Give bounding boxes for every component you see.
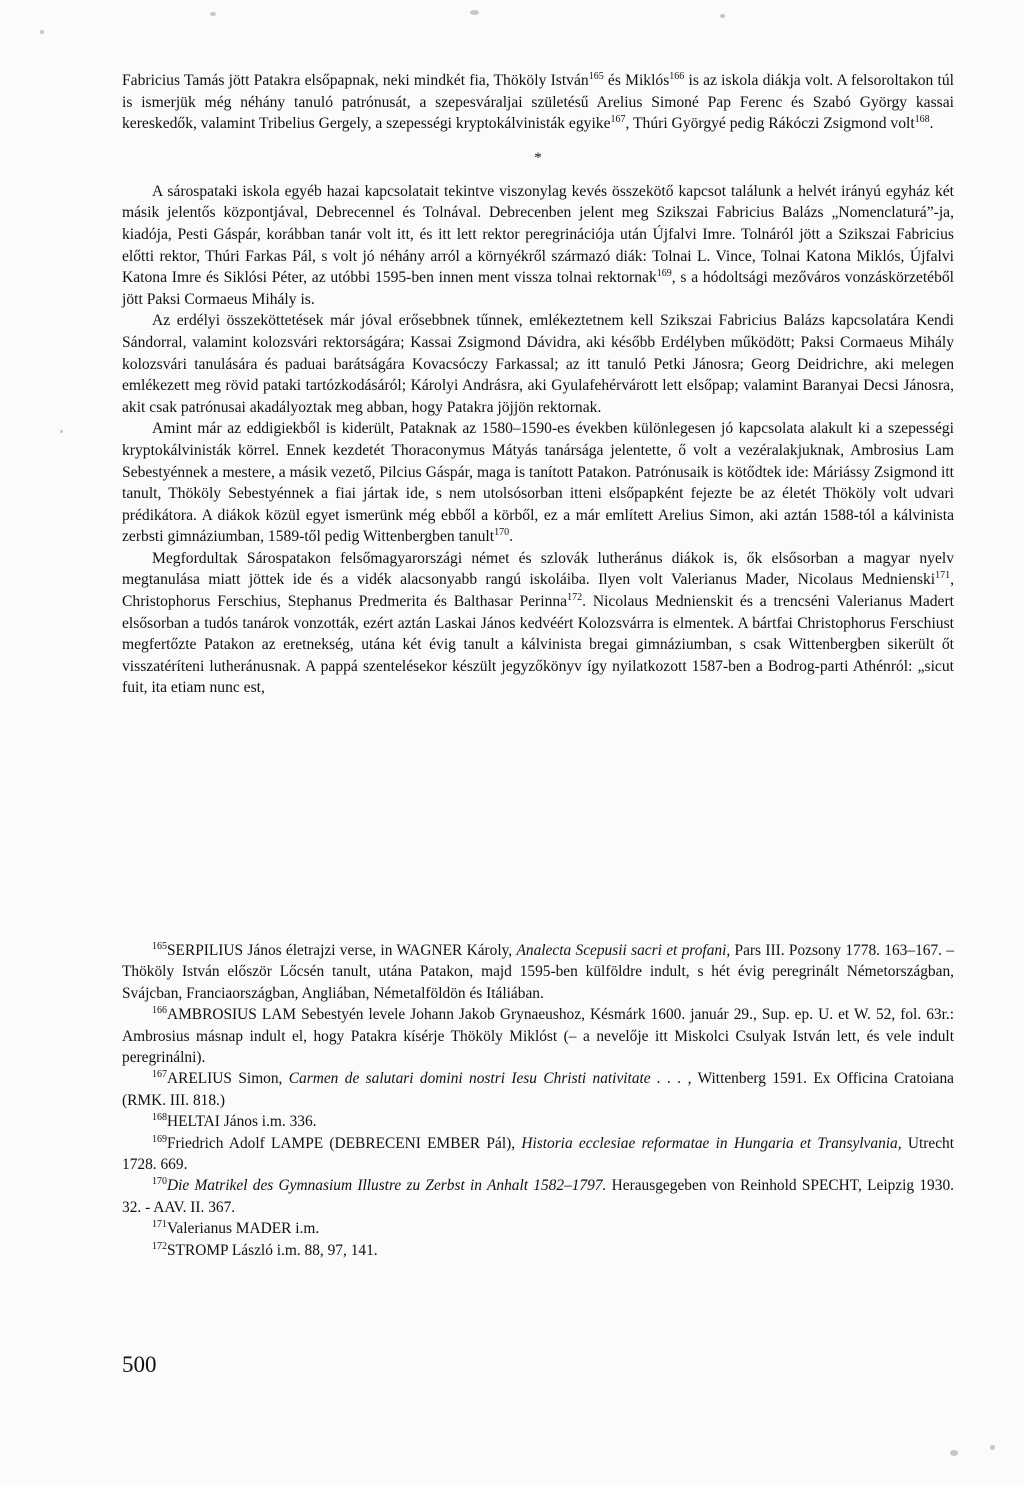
text-run: Utrecht 1728. 669. bbox=[122, 1134, 955, 1174]
footnote-168 bbox=[122, 1111, 954, 1132]
text-run: , Christophorus Ferschius, Stephanus Predmerita és Balthasar Perinna bbox=[122, 571, 954, 611]
text-run: Friedrich Adolf LAMPE (DEBRECENI EMBER Pál), bbox=[167, 1134, 522, 1152]
scan-speck bbox=[720, 14, 725, 18]
text-run: STROMP László i.m. 88, 97, 141. bbox=[167, 1241, 378, 1259]
footnote-172 bbox=[122, 1240, 954, 1261]
footnote-ref: 166 bbox=[669, 71, 685, 82]
page-number: 500 bbox=[122, 1352, 157, 1377]
text-run: , s a hódoltsági mezőváros vonzáskörzetéből jött Paksi Cormaeus Mihály is. bbox=[122, 269, 954, 308]
footnotes bbox=[122, 940, 954, 1261]
paragraph-4 bbox=[122, 418, 954, 548]
text-run: ARELIUS Simon, bbox=[167, 1070, 289, 1088]
section-separator: * bbox=[534, 149, 542, 166]
footnote-167 bbox=[122, 1068, 954, 1111]
footnote-ref: 169 bbox=[656, 268, 672, 280]
italic-title: Analecta Scepusii sacri et profani, bbox=[516, 942, 731, 959]
italic-title: Historia ecclesiae reformatae in Hungaria et Transylvania, bbox=[521, 1134, 902, 1152]
main-text bbox=[122, 70, 954, 699]
footnote-ref: 167 bbox=[610, 114, 626, 126]
footnote-number: 168 bbox=[152, 1112, 167, 1124]
footnote-ref: 165 bbox=[588, 71, 604, 82]
footnote-number: 171 bbox=[152, 1219, 167, 1231]
text-run: HELTAI János i.m. 336. bbox=[167, 1113, 317, 1131]
text-run: Pars III. Pozsony 1778. 163–167. – Thököly István először Lőcsén tanult, utána Patakon, majd 1595-ben külföldre indult, s hét évig peregrinált Németországban, Svájcban, Franciaországban, Angliában, Németalföldön és Itáliában. bbox=[122, 942, 955, 1002]
scan-speck bbox=[40, 30, 44, 34]
footnote-ref: 171 bbox=[935, 570, 951, 582]
text-run: Megfordultak Sárospatakon felsőmagyarországi német és szlovák lutheránus diákok is, ők elsősorban a magyar nyelv megtanulása miatt jöttek ide és a vidék alacsonyabb rangú iskoláiba. Ilyen volt Valerianus Mader, Nicolaus Mednienski bbox=[122, 549, 954, 589]
text-run: is az iskola diákja volt. A felsoroltakon túl is ismerjük még néhány tanuló patrónusát, a szepesváraljai születésű Arelius Simoné Pap Ferenc és Szabó György kassai kereskedők, valamint Tribelius Gergely, a szepességi kryptokálvinisták egyike bbox=[122, 72, 955, 133]
text-run: Amint már az eddigiekből is kiderült, Pataknak az 1580–1590-es években különlegesen jó kapcsolata alakult ki a szepességi kryptokálvinisták körrel. Ennek kezdetét Thoraconymus Mátyás tanársága jelentette, ő volt a vezéralakjuknak, Ambrosius Lam Sebestyénnek a mestere, a másik vezető, Pilcius Gáspár, maga is tanított Patakon. Patrónusaik is kötődtek ide: Máriássy Zsigmond itt tanult, Thököly Sebestyénnek a fiai jártak ide, s nem utolsósorban itteni elsőpapként fejezte be az életét Thököly volt udvari prédikátora. A diákok közül egyet ismerünk még ebből a körből, ez a már említett Arelius Simon, aki aztán 1588-tól a kálvinista zerbsti gimnáziumban, 1589-től pedig Wittenbergben tanult bbox=[122, 420, 954, 546]
text-run: Valerianus MADER i.m. bbox=[167, 1220, 320, 1238]
footnote-171 bbox=[122, 1218, 954, 1239]
scan-speck bbox=[210, 12, 216, 16]
text-run: Herausgegeben von Reinhold SPECHT, Leipzig 1930. 32. - AAV. II. 367. bbox=[122, 1177, 954, 1216]
paragraph-5 bbox=[122, 548, 954, 699]
footnote-number: 167 bbox=[152, 1069, 167, 1081]
footnote-165 bbox=[122, 940, 954, 1004]
text-run: és Miklós bbox=[603, 72, 670, 89]
footnote-number: 169 bbox=[152, 1133, 167, 1145]
footnote-number: 170 bbox=[152, 1176, 167, 1188]
text-run: , Thúri Györgyé pedig Rákóczi Zsigmond volt bbox=[625, 115, 915, 133]
scan-speck bbox=[990, 1445, 995, 1450]
footnote-169 bbox=[122, 1133, 954, 1176]
footnote-170 bbox=[122, 1175, 954, 1218]
text-run: . Nicolaus Mednienskit és a trencséni Valerianus Madert elsősorban a tudós tanárok vonzották, ezért aztán Laskai János kedvéért Kolozsvárra is elmentek. A bártfai Christophorus Ferschiust megfertőzte Patakon az eretnekség, utána két évig tanult a kálvinista bregai gimnáziumban, s csak Wittenbergben sikerült őt visszatéríteni lutheránusnak. A pappá szentelésekor készült jegyzőkönyv így nyilatkozott 1587-ben a Bodrog-parti Athénról: „sicut fuit, ita etiam nunc est, bbox=[122, 593, 954, 697]
footnote-ref: 168 bbox=[914, 114, 930, 126]
footnote-number: 172 bbox=[152, 1240, 167, 1252]
footnote-number: 165 bbox=[152, 941, 167, 952]
paragraph-3: Az erdélyi összeköttetések már jóval erősebbnek tűnnek, emlékeztetnem kell Szikszai Fabricius Balázs kapcsolatára Kendi Sándorral, valamint kolozsvári rektorságára; Kassai Zsigmond Dávidra, aki később Erdélyben működött; Paksi Cormaeus Mihály kolozsvári tanulására és paduai barátságára Kovacsóczy Farkassal; az itt tanuló Petki Jánosra; Georg Deidrichre, aki melegen emlékezett meg rövid pataki tartózkodásáról; Károlyi Andrásra, aki Gyulafehérvárott lett elsőpap; valamint Baranyai Decsi Jánosra, akit csak patrónusai akadályoztak meg abban, hogy Patakra jöjjön rektornak. bbox=[122, 312, 954, 416]
scan-speck bbox=[950, 1450, 958, 1456]
footnote-number: 166 bbox=[152, 1005, 167, 1017]
paragraph-1 bbox=[122, 70, 954, 135]
footnote-ref: 170 bbox=[494, 527, 510, 539]
scan-speck bbox=[60, 430, 63, 433]
text-run: . bbox=[929, 115, 934, 133]
scan-speck bbox=[470, 10, 479, 15]
footnote-166 bbox=[122, 1004, 954, 1068]
text-run: Wittenberg 1591. Ex Officina Cratoiana (RMK. III. 818.) bbox=[122, 1070, 954, 1109]
italic-title: Die Matrikel des Gymnasium Illustre zu Zerbst in Anhalt 1582–1797. bbox=[167, 1177, 607, 1195]
text-run: SERPILIUS János életrajzi verse, in WAGNER Károly, bbox=[167, 942, 517, 959]
text-run: Fabricius Tamás jött Patakra elsőpapnak, neki mindkét fia, Thököly István bbox=[122, 72, 589, 89]
text-run: AMBROSIUS LAM Sebestyén levele Johann Jakob Grynaeushoz, Késmárk 1600. január 29., Sup. ep. U. et W. 52, fol. 63r.: Ambrosius másnap indult el, hogy Patakra kísérje Thököly Miklóst (– a nevelője itt Miskolci Csulyak István lett, és vele indult peregrinálni). bbox=[122, 1006, 954, 1067]
text-run: . bbox=[509, 528, 514, 546]
paragraph-2 bbox=[122, 181, 954, 311]
italic-title: Carmen de salutari domini nostri Iesu Christi nativitate . . . , bbox=[288, 1070, 692, 1088]
text-run: A sárospataki iskola egyéb hazai kapcsolatait tekintve viszonylag kevés összekötő kapcsot találunk a helvét irányú egyház két másik jelentős központjával, Debrecennel és Tolnával. Debrecenben jelent meg Szikszai Fabricius Balázs „Nomenclaturá”-ja, kiadója, Pesti Gáspár, korábban tanár volt itt, és itt lett rektor peregrinációja után Újfalvi Imre. Tolnáról jött a Szikszai Fabricius előtti rektor, Thúri Farkas Pál, s volt jó néhány arról a környékről származó diák: Tolnai L. Vince, Tolnai Katona Miklós, Újfalvi Katona Imre és Siklósi Péter, az utóbbi 1595-ben innen ment vissza tolnai rektornak bbox=[122, 182, 954, 287]
footnote-ref: 172 bbox=[567, 592, 583, 604]
